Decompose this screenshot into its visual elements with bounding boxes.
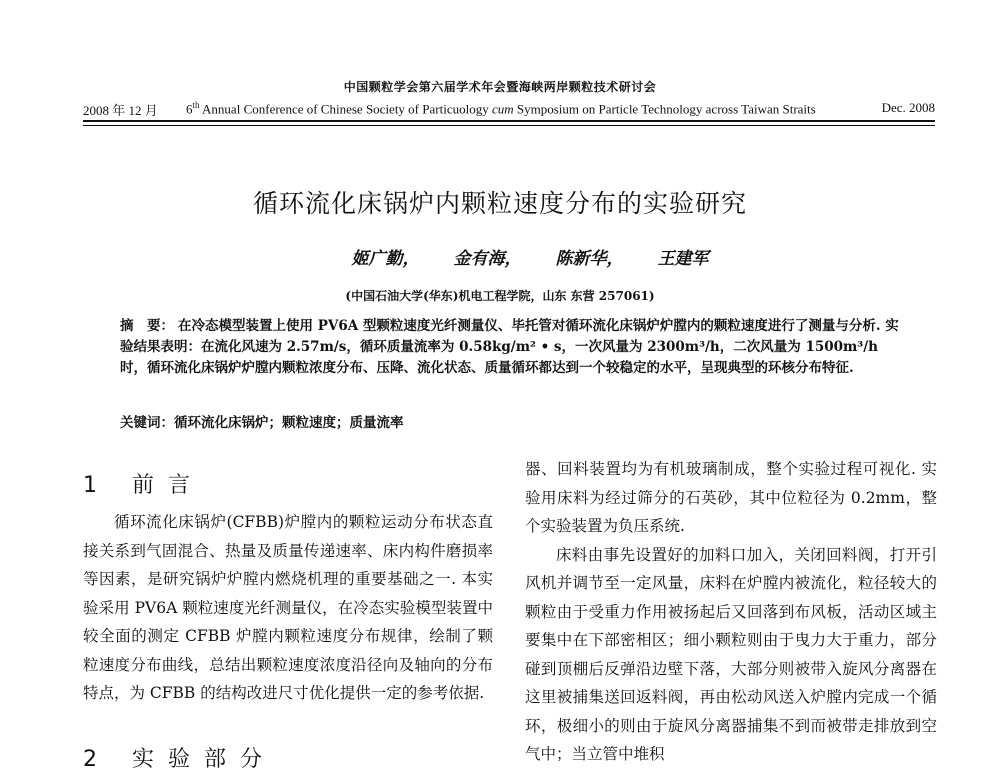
header-date-cn: 2008 年 12 月	[83, 103, 158, 118]
paragraph: 床料由事先设置好的加料口加入，关闭回料阀，打开引风机并调节至一定风量，床料在炉膛内被流化，粒径较大的颗粒由于受重力作用被扬起后又回落到布风板，活动区域主要集中在下部密相区；细小颗粒则由于曳力大于重力，部分碰到顶棚后反弹沿边壁下落，大部分则被带入旋风分离器在这里被捕集送回返料阀，再由松动风送入炉膛内完成一个循环，极细小的则由于旋风分离器捕集不到而被带走排放到空气中；当立管中堆积	[525, 545, 937, 763]
keywords-text: 循环流化床锅炉；颗粒速度；质量流率	[174, 415, 404, 431]
abstract	[120, 316, 908, 379]
header-rule-thin	[83, 125, 935, 126]
conference-title-en	[186, 100, 816, 117]
conference-number: 6	[186, 101, 193, 117]
conference-name-part2: Symposium on Particle Technology across Taiwan Straits	[513, 101, 816, 117]
conference-title-cn: 中国颗粒学会第六届学术年会暨海峡两岸颗粒技术研讨会	[343, 80, 657, 94]
keywords	[120, 411, 908, 431]
section-heading: 1 前言	[83, 473, 204, 498]
left-column	[83, 508, 493, 708]
author-name: 陈新华，	[555, 249, 624, 269]
paper-title: 循环流化床锅炉内颗粒速度分布的实验研究	[252, 189, 747, 218]
conference-name-cum: cum	[491, 101, 514, 117]
author-name: 金有海，	[453, 249, 522, 269]
paragraph: 器、回料装置均为有机玻璃制成，整个实验过程可视化. 实验用床料为经过筛分的石英砂，其中位粒径为 0.2mm，整个实验装置为负压系统.	[525, 460, 937, 535]
abstract-text: 在冷态模型装置上使用 PV6A 型颗粒速度光纤测量仪、毕托管对循环流化床锅炉炉膛内的颗粒速度进行了测量与分析. 实验结果表明：在流化风速为 2.57m/s，循环质量流率为 0.58kg/m² • s，一次风量为 2300m³/h，二次风量为 1500m³/h 时，循环流化床锅炉炉膛内颗粒浓度分布、压降、流化状态、质量循环都达到一个较稳定的水平，呈现典型的环核分布特征.	[120, 318, 899, 376]
header-date-en: Dec. 2008	[881, 100, 935, 115]
author-list	[280, 244, 780, 269]
section-heading: 2 实验部分	[83, 747, 276, 772]
running-header	[83, 100, 935, 118]
right-column	[525, 455, 937, 769]
author-name: 姬广勤，	[351, 249, 420, 269]
keywords-label: 关键词：	[120, 415, 174, 431]
header-rule-thick	[83, 120, 935, 122]
author-name: 王建军	[657, 249, 709, 269]
affiliation: (中国石油大学(华东)机电工程学院，山东 东营 257061)	[345, 289, 655, 303]
conference-name-part1: Annual Conference of Chinese Society of Particuology	[199, 101, 492, 117]
conference-number-suffix: th	[192, 100, 200, 110]
abstract-label: 摘 要：	[120, 318, 174, 334]
paragraph: 循环流化床锅炉(CFBB)炉膛内的颗粒运动分布状态直接关系到气固混合、热量及质量传递速率、床内构件磨损率等因素，是研究锅炉炉膛内燃烧机理的重要基础之一. 本实验采用 PV6A 颗粒速度光纤测量仪，在冷态实验模型装置中较全面的测定 CFBB 炉膛内颗粒速度分布规律，绘制了颗粒速度分布曲线，总结出颗粒速度浓度沿径向及轴向的分布特点，为 CFBB 的结构改进尺寸优化提供一定的参考依据.	[83, 513, 493, 702]
